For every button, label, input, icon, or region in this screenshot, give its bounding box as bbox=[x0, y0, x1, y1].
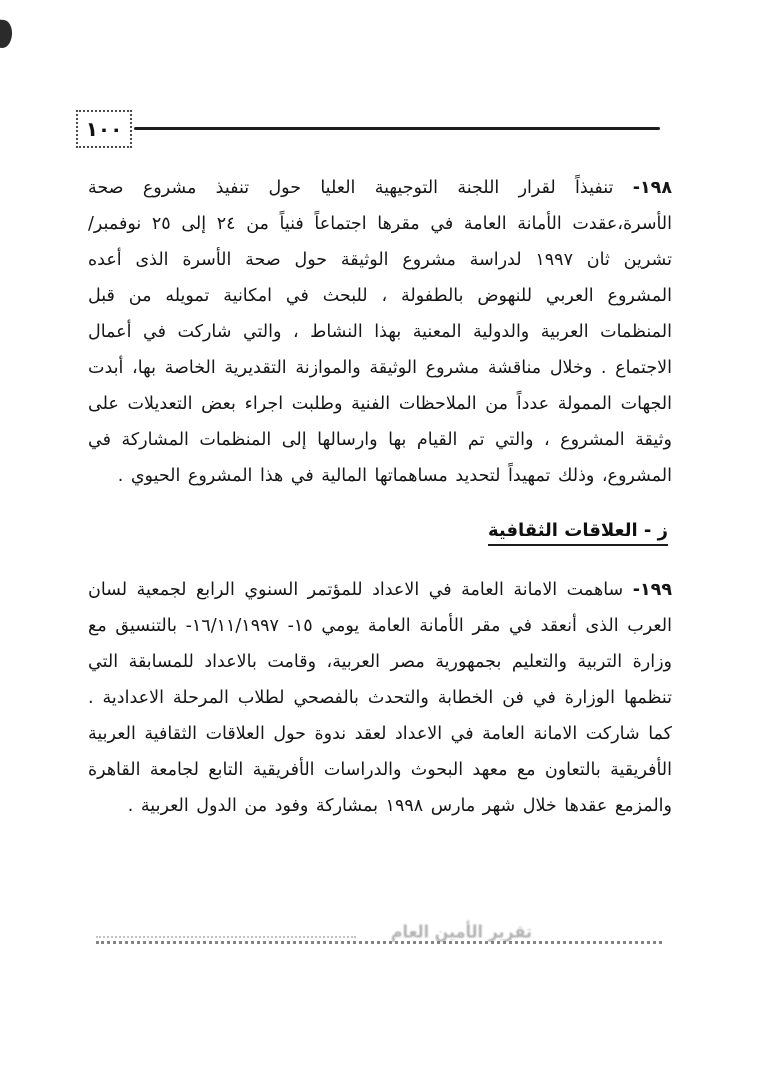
section-heading-text: ز - العلاقات الثقافية bbox=[488, 520, 668, 546]
page-number-box bbox=[76, 110, 132, 148]
paragraph-199-number: ١٩٩- bbox=[632, 580, 672, 600]
paragraph-199-text: ساهمت الامانة العامة في الاعداد للمؤتمر السنوي الرابع لجمعية لسان العرب الذى أنعقد في مقر الأمانة العامة يومي ١٥- ١٦/١١/١٩٩٧- بالتنسيق مع وزارة التربية والتعليم بجمهورية مصر العربية، وقامت بالاعداد للمسابقة التي تنظمها الوزارة في فن الخطابة والتحدث بالفصحي لطلاب المرحلة الاعدادية . كما شاركت الامانة العامة في الاعداد لعقد ندوة حول العلاقات الثقافية العربية الأفريقية بالتعاون مع معهد البحوث والدراسات الأفريقية التابع لجامعة القاهرة والمزمع عقدها خلال شهر مارس ١٩٩٨ بمشاركة وفود من الدول العربية . bbox=[88, 580, 672, 816]
section-heading-cultural-relations bbox=[88, 520, 668, 546]
paragraph-198-number: ١٩٨- bbox=[632, 178, 672, 198]
footer-stamp-text: تقرير الأمين العام bbox=[390, 921, 532, 942]
page-footer bbox=[96, 921, 662, 952]
paragraph-198-text: تنفيذاً لقرار اللجنة التوجيهية العليا حول تنفيذ مشروع صحة الأسرة،عقدت الأمانة العامة في مقرها اجتماعاً فنياً من ٢٤ إلى ٢٥ نوفمبر/ تشرين ثان ١٩٩٧ لدراسة مشروع الوثيقة حول صحة الأسرة الذى أعده المشروع العربي للنهوض بالطفولة ، للبحث في امكانية تمويله من قبل المنظمات العربية والدولية المعنية بهذا النشاط ، والتي شاركت في أعمال الاجتماع . وخلال مناقشة مشروع الوثيقة والموازنة التقديرية الخاصة بها، أبدت الجهات الممولة عدداً من الملاحظات الفنية وطلبت اجراء بعض التعديلات على وثيقة المشروع ، والتي تم القيام بها وارسالها إلى المنظمات المشاركة في المشروع، وذلك تمهيداً لتحديد مساهماتها المالية في هذا المشروع الحيوي . bbox=[88, 178, 673, 486]
page-number: ١٠٠ bbox=[85, 117, 123, 141]
footer-dotted-rule bbox=[96, 941, 662, 944]
document-body bbox=[88, 170, 672, 824]
scan-artifact-mark bbox=[0, 19, 13, 49]
header-rule bbox=[134, 127, 660, 130]
footer-dotted-rule-secondary bbox=[96, 936, 356, 938]
paragraph-198 bbox=[88, 170, 672, 494]
paragraph-199 bbox=[88, 572, 672, 824]
